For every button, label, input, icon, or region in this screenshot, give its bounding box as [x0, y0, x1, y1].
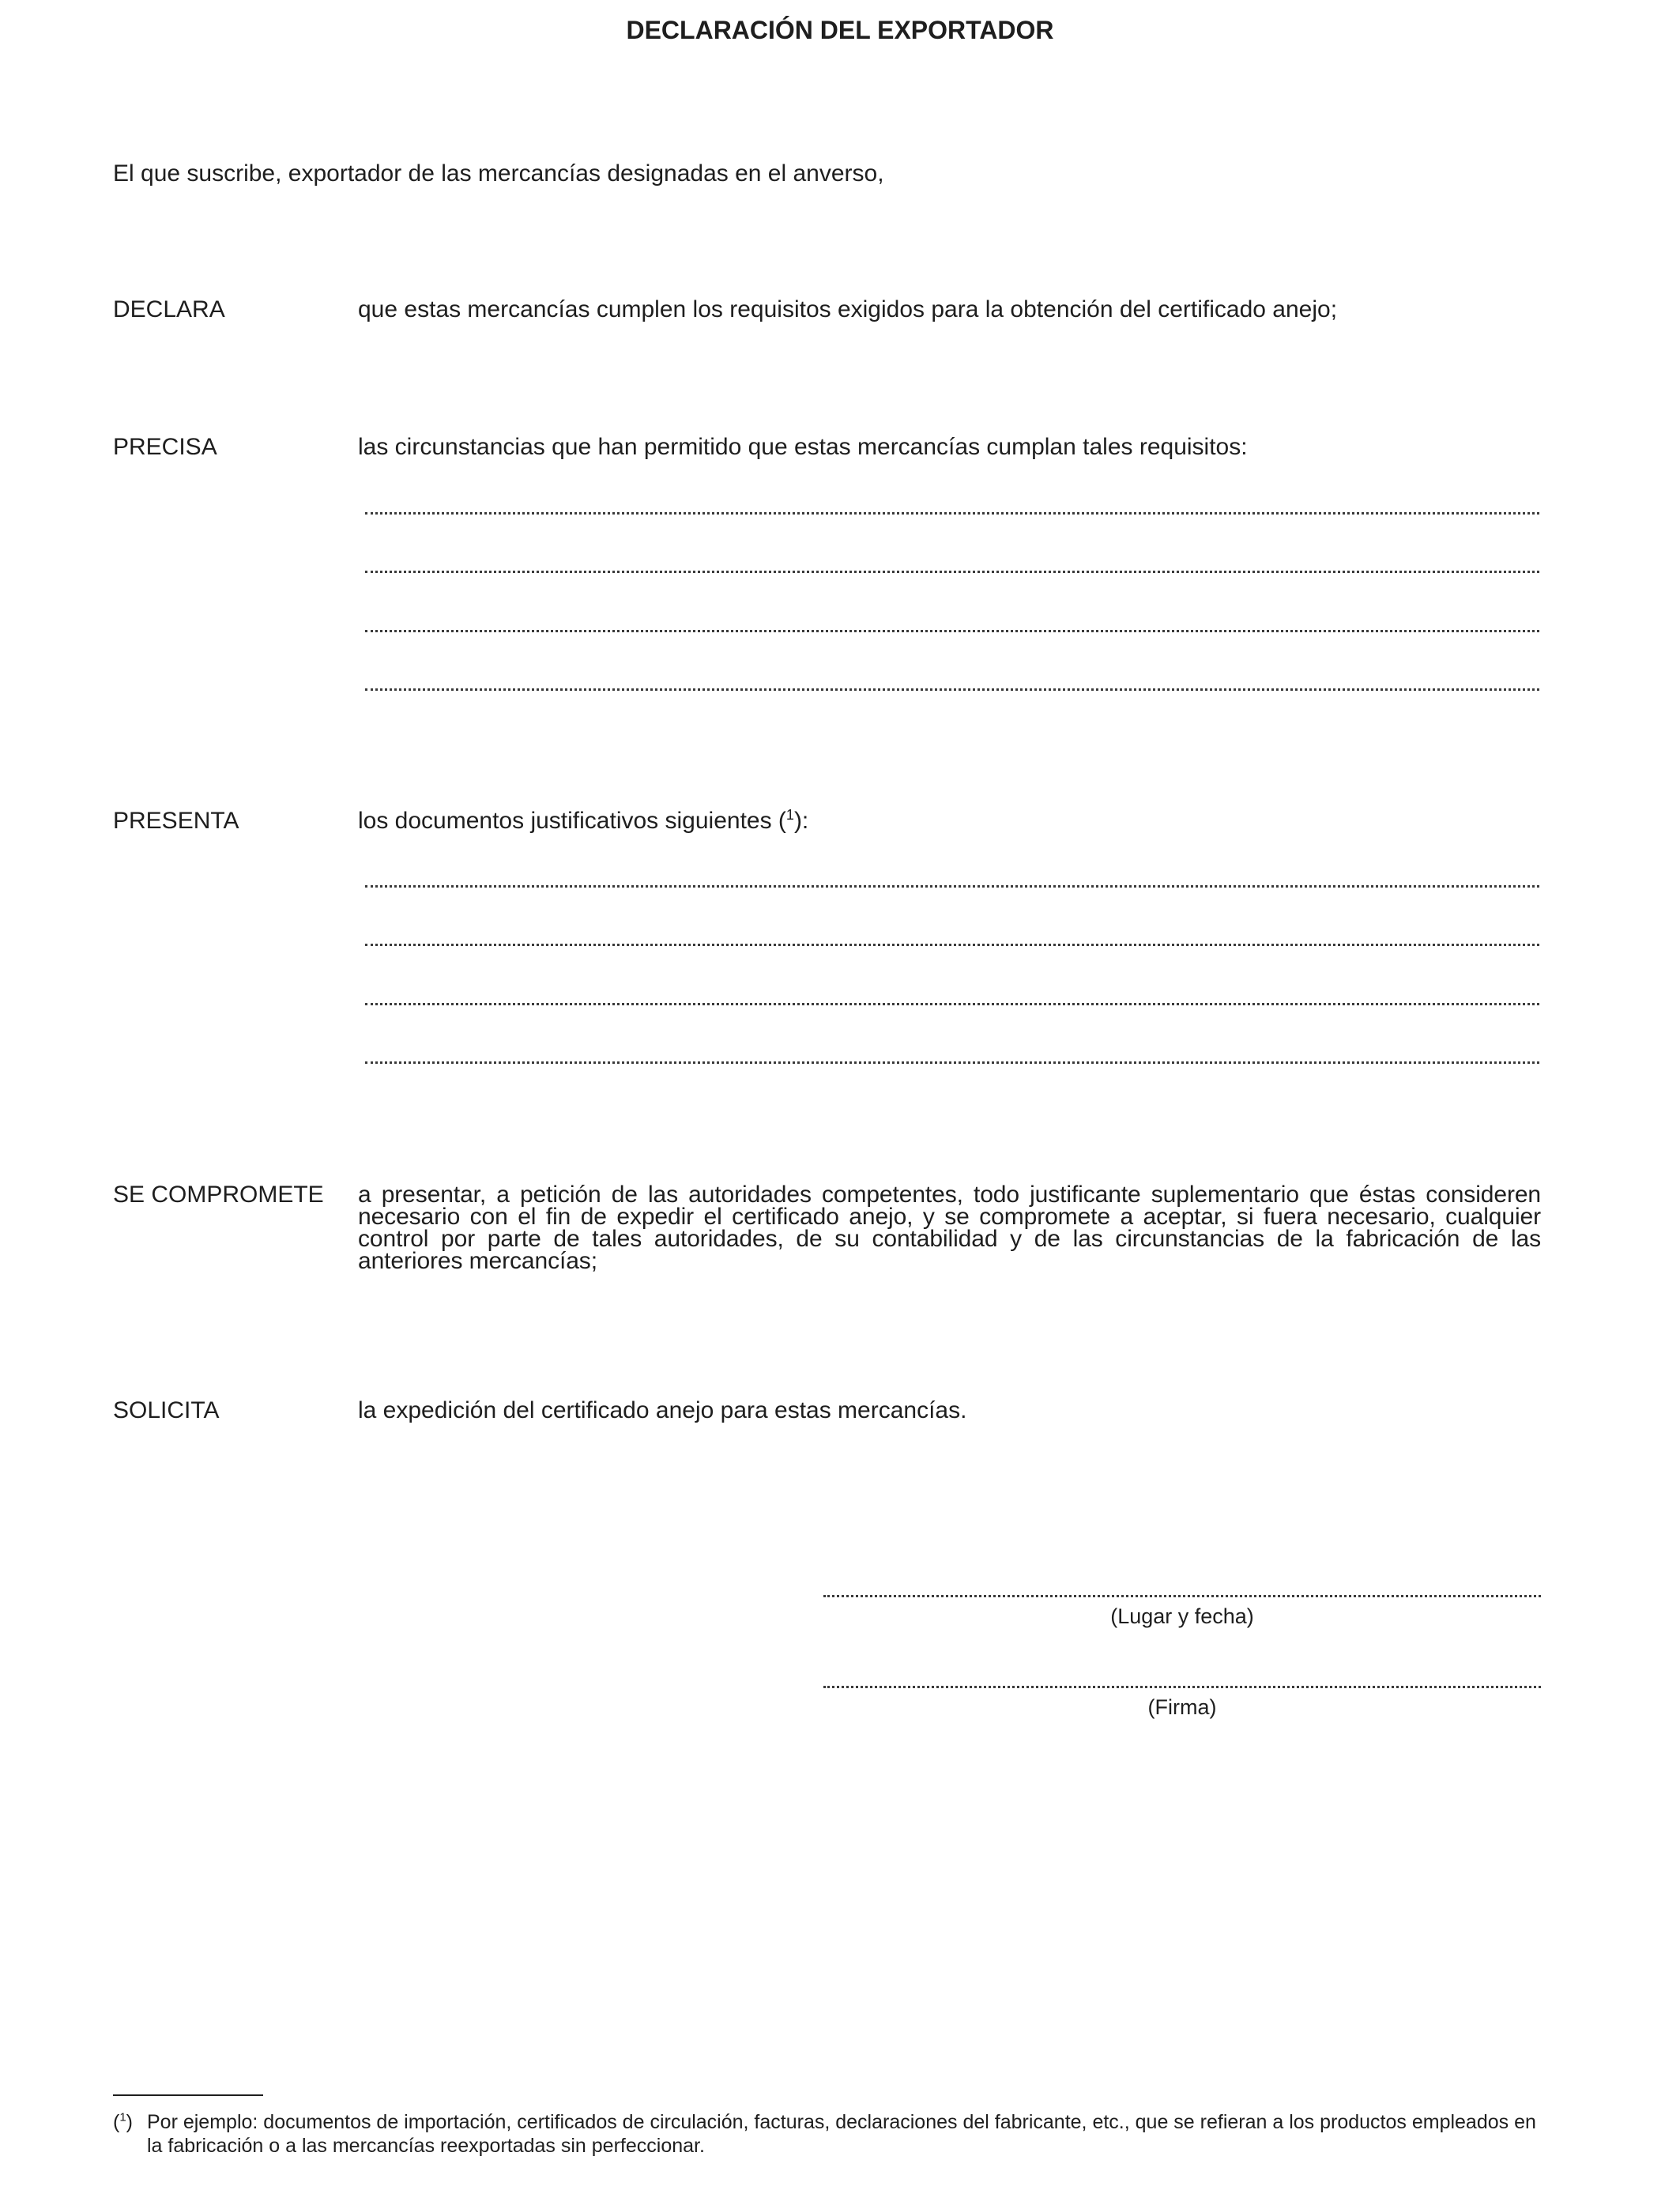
solicita-label: SOLICITA: [113, 1397, 220, 1423]
place-date-line[interactable]: [823, 1595, 1541, 1597]
precisa-fill-line-1[interactable]: [365, 512, 1539, 515]
footnote-mark: ($^1$): [113, 2110, 133, 2133]
solicita-text: la expedición del certificado anejo para estas mercancías.: [358, 1397, 967, 1423]
footnote-separator: [113, 2094, 263, 2096]
document-title: DECLARACIÓN DEL EXPORTADOR: [626, 16, 1054, 44]
presenta-fill-line-2[interactable]: [365, 944, 1539, 946]
precisa-fill-line-4[interactable]: [365, 688, 1539, 691]
presenta-text: los documentos justificativos siguientes ($^1$):: [358, 807, 809, 834]
footnote-reference: 1: [785, 807, 794, 823]
se-compromete-text: a presentar, a petición de las autoridades competentes, todo justificante suplementario que éstas consideren necesario con el fin de expedir el certificado anejo, y se compromete a aceptar, si fuera necesario, cualquier control por parte de tales autoridades, de su contabilidad y de las circunstancias de la fabricación de las anteriores mercancías;: [358, 1182, 1541, 1274]
intro-text: El que suscribe, exportador de las mercancías designadas en el anverso,: [113, 160, 884, 187]
signature-line[interactable]: [823, 1686, 1541, 1688]
presenta-fill-line-1[interactable]: [365, 885, 1539, 888]
precisa-label: PRECISA: [113, 434, 217, 460]
presenta-label: PRESENTA: [113, 808, 239, 834]
footnote-text: Por ejemplo: documentos de importación, certificados de circulación, facturas, declaraciones del fabricante, etc., que se refieran a los productos empleados en la fabricación o a las mercancías reexportadas sin perfeccionar.: [147, 2111, 1536, 2157]
place-date-caption: (Lugar y fecha): [1110, 1604, 1254, 1628]
presenta-fill-line-4[interactable]: [365, 1061, 1539, 1064]
precisa-fill-line-3[interactable]: [365, 630, 1539, 632]
precisa-fill-line-2[interactable]: [365, 571, 1539, 573]
precisa-text: las circunstancias que han permitido que estas mercancías cumplan tales requisitos:: [358, 434, 1248, 460]
declara-label: DECLARA: [113, 296, 225, 322]
declara-text: que estas mercancías cumplen los requisitos exigidos para la obtención del certificado anejo;: [358, 296, 1338, 322]
presenta-fill-line-3[interactable]: [365, 1003, 1539, 1005]
signature-caption: (Firma): [1147, 1695, 1217, 1719]
se-compromete-label: SE COMPROMETE: [113, 1182, 324, 1208]
